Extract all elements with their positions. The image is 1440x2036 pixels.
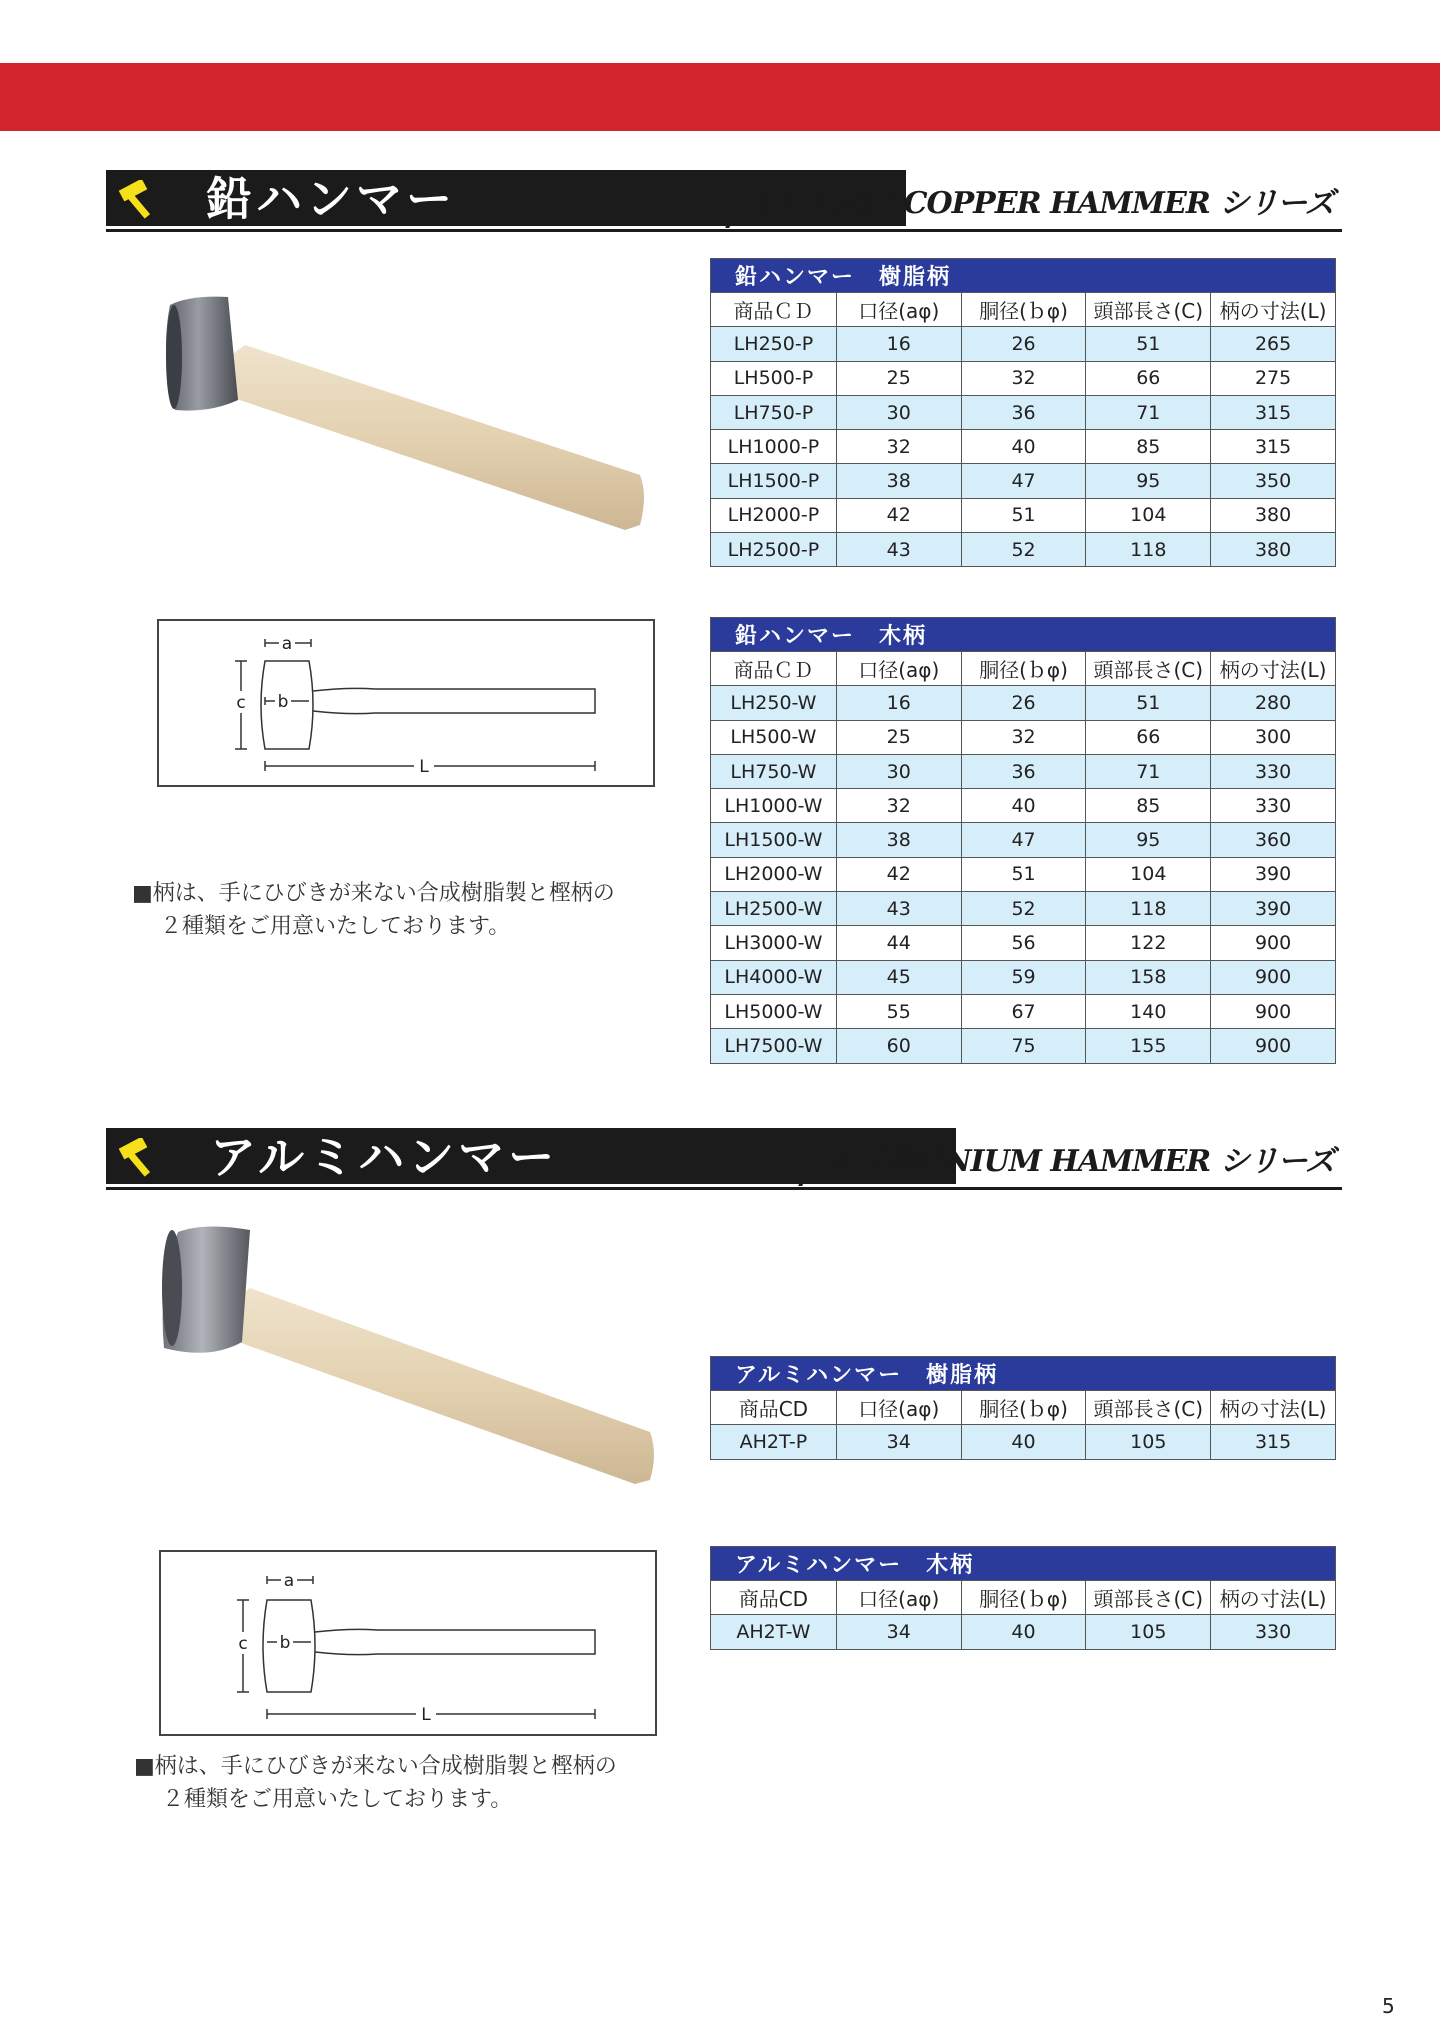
table-row <box>711 464 1336 498</box>
dimension-cell: 75 <box>961 1029 1086 1063</box>
table-row <box>711 361 1336 395</box>
dimension-cell: 52 <box>961 533 1086 567</box>
dimension-cell: 85 <box>1086 430 1211 464</box>
product-code-cell: LH7500-W <box>711 1029 837 1063</box>
dimension-cell: 105 <box>1086 1615 1211 1649</box>
dimension-cell: 26 <box>961 686 1086 720</box>
table-row <box>711 994 1336 1028</box>
dimension-cell: 104 <box>1086 498 1211 532</box>
column-header: 商品CD <box>711 1581 837 1615</box>
product-code-cell: LH4000-W <box>711 960 837 994</box>
dimension-cell: 275 <box>1211 361 1336 395</box>
dimension-cell: 32 <box>961 361 1086 395</box>
table-row <box>711 395 1336 429</box>
dimension-diagram <box>159 1550 657 1736</box>
dimension-cell: 40 <box>961 430 1086 464</box>
dimension-cell: 32 <box>836 430 961 464</box>
table-caption: アルミハンマー 樹脂柄 <box>711 1357 1336 1391</box>
product-code-cell: LH1000-P <box>711 430 837 464</box>
product-code-cell: LH250-W <box>711 686 837 720</box>
column-header: 商品CD <box>711 1391 837 1425</box>
column-header: 柄の寸法(L) <box>1211 1391 1336 1425</box>
dimension-cell: 16 <box>836 327 961 361</box>
dimension-label-c: c <box>238 1634 248 1654</box>
table-row <box>711 926 1336 960</box>
dimension-cell: 85 <box>1086 789 1211 823</box>
lead-hammer-photo <box>150 285 650 540</box>
dimension-cell: 56 <box>961 926 1086 960</box>
column-header: 口径(aφ) <box>836 1581 961 1615</box>
dimension-cell: 34 <box>836 1615 961 1649</box>
column-header: 頭部長さ(C) <box>1086 1391 1211 1425</box>
table-row <box>711 1615 1336 1649</box>
dimension-cell: 380 <box>1211 498 1336 532</box>
column-header: 胴径(ｂφ) <box>961 1391 1086 1425</box>
dimension-cell: 900 <box>1211 960 1336 994</box>
dimension-cell: 60 <box>836 1029 961 1063</box>
dimension-cell: 59 <box>961 960 1086 994</box>
dimension-cell: 155 <box>1086 1029 1211 1063</box>
dimension-cell: 30 <box>836 754 961 788</box>
table-row <box>711 789 1336 823</box>
aluminium-hammer-photo <box>150 1222 660 1492</box>
column-header: 胴径(ｂφ) <box>961 293 1086 327</box>
dimension-cell: 42 <box>836 498 961 532</box>
product-code-cell: LH500-W <box>711 720 837 754</box>
dimension-diagram <box>157 619 655 787</box>
dimension-cell: 51 <box>961 857 1086 891</box>
product-code-cell: LH2000-W <box>711 857 837 891</box>
section-underline <box>106 1187 1342 1190</box>
dimension-label-l: L <box>419 757 429 777</box>
dimension-cell: 66 <box>1086 720 1211 754</box>
dimension-cell: 55 <box>836 994 961 1028</box>
product-code-cell: LH2000-P <box>711 498 837 532</box>
dimension-cell: 122 <box>1086 926 1211 960</box>
product-code-cell: AH2T-P <box>711 1425 837 1459</box>
dimension-cell: 66 <box>1086 361 1211 395</box>
note-line: ■柄は、手にひびきが来ない合成樹脂製と樫柄の <box>134 1754 617 1779</box>
column-header: 口径(aφ) <box>836 1391 961 1425</box>
table-row <box>711 857 1336 891</box>
table-row <box>711 430 1336 464</box>
table-row <box>711 960 1336 994</box>
dimension-cell: 330 <box>1211 1615 1336 1649</box>
dimension-cell: 265 <box>1211 327 1336 361</box>
dimension-cell: 47 <box>961 464 1086 498</box>
product-code-cell: LH2500-W <box>711 892 837 926</box>
column-header: 口径(aφ) <box>836 293 961 327</box>
section-title: アルミハンマー <box>210 1130 559 1184</box>
dimension-cell: 390 <box>1211 857 1336 891</box>
column-header: 頭部長さ(C) <box>1086 1581 1211 1615</box>
section-header-aluminium <box>106 1128 1342 1190</box>
dimension-cell: 900 <box>1211 926 1336 960</box>
dimension-cell: 52 <box>961 892 1086 926</box>
table-header-row <box>711 652 1336 686</box>
dimension-cell: 47 <box>961 823 1086 857</box>
table-caption: 鉛ハンマー 木柄 <box>711 618 1336 652</box>
product-code-cell: LH2500-P <box>711 533 837 567</box>
top-red-band <box>0 63 1440 131</box>
dimension-cell: 51 <box>1086 327 1211 361</box>
table-row <box>711 1029 1336 1063</box>
dimension-cell: 158 <box>1086 960 1211 994</box>
section-title: 鉛ハンマー <box>206 172 456 226</box>
table-header-row <box>711 1581 1336 1615</box>
dimension-cell: 40 <box>961 1615 1086 1649</box>
lead-wood-table <box>710 617 1336 1064</box>
column-header: 柄の寸法(L) <box>1211 1581 1336 1615</box>
dimension-cell: 36 <box>961 395 1086 429</box>
dimension-cell: 51 <box>961 498 1086 532</box>
dimension-label-a: a <box>281 634 293 654</box>
handle-note <box>132 877 615 943</box>
column-header: 商品ＣＤ <box>711 293 837 327</box>
table-row <box>711 823 1336 857</box>
dimension-cell: 330 <box>1211 754 1336 788</box>
note-line: ２種類をご用意いたしております。 <box>160 914 511 939</box>
dimension-cell: 280 <box>1211 686 1336 720</box>
dimension-cell: 390 <box>1211 892 1336 926</box>
dimension-label-b: b <box>277 692 289 712</box>
dimension-cell: 43 <box>836 892 961 926</box>
section-underline <box>106 229 1342 232</box>
dimension-cell: 315 <box>1211 395 1336 429</box>
page-number: 5 <box>1382 1994 1395 2018</box>
product-code-cell: LH250-P <box>711 327 837 361</box>
dimension-cell: 43 <box>836 533 961 567</box>
product-code-cell: LH1500-P <box>711 464 837 498</box>
aluminium-resin-table <box>710 1356 1336 1460</box>
dimension-cell: 104 <box>1086 857 1211 891</box>
product-code-cell: LH750-W <box>711 754 837 788</box>
product-code-cell: LH750-P <box>711 395 837 429</box>
table-caption: 鉛ハンマー 樹脂柄 <box>711 259 1336 293</box>
dimension-cell: 25 <box>836 720 961 754</box>
dimension-label-c: c <box>236 693 246 713</box>
dimension-label-l: L <box>421 1705 431 1725</box>
table-header-row <box>711 293 1336 327</box>
dimension-cell: 380 <box>1211 533 1336 567</box>
note-line: ■柄は、手にひびきが来ない合成樹脂製と樫柄の <box>132 881 615 906</box>
note-line: ２種類をご用意いたしております。 <box>162 1787 513 1812</box>
column-header: 口径(aφ) <box>836 652 961 686</box>
column-header: 胴径(ｂφ) <box>961 1581 1086 1615</box>
table-row <box>711 498 1336 532</box>
table-row <box>711 720 1336 754</box>
hammer-icon <box>118 180 162 220</box>
dimension-cell: 330 <box>1211 789 1336 823</box>
column-header: 柄の寸法(L) <box>1211 652 1336 686</box>
dimension-cell: 45 <box>836 960 961 994</box>
dimension-cell: 36 <box>961 754 1086 788</box>
table-row <box>711 686 1336 720</box>
dimension-cell: 34 <box>836 1425 961 1459</box>
series-label: SLEDGE COPPER HAMMER シリーズ <box>726 180 1343 228</box>
table-row <box>711 892 1336 926</box>
dimension-cell: 26 <box>961 327 1086 361</box>
dimension-cell: 118 <box>1086 533 1211 567</box>
dimension-cell: 900 <box>1211 1029 1336 1063</box>
dimension-cell: 71 <box>1086 395 1211 429</box>
dimension-cell: 40 <box>961 789 1086 823</box>
dimension-cell: 16 <box>836 686 961 720</box>
dimension-cell: 300 <box>1211 720 1336 754</box>
dimension-cell: 71 <box>1086 754 1211 788</box>
table-row <box>711 1425 1336 1459</box>
series-label: ALUMINIUM HAMMER シリーズ <box>798 1138 1343 1186</box>
column-header: 商品ＣＤ <box>711 652 837 686</box>
handle-note <box>134 1750 617 1816</box>
lead-resin-table <box>710 258 1336 567</box>
dimension-cell: 40 <box>961 1425 1086 1459</box>
dimension-cell: 32 <box>836 789 961 823</box>
dimension-cell: 32 <box>961 720 1086 754</box>
dimension-cell: 350 <box>1211 464 1336 498</box>
product-code-cell: LH1000-W <box>711 789 837 823</box>
table-header-row <box>711 1391 1336 1425</box>
dimension-cell: 42 <box>836 857 961 891</box>
product-code-cell: LH5000-W <box>711 994 837 1028</box>
dimension-cell: 44 <box>836 926 961 960</box>
dimension-cell: 38 <box>836 464 961 498</box>
dimension-cell: 900 <box>1211 994 1336 1028</box>
dimension-cell: 360 <box>1211 823 1336 857</box>
dimension-cell: 118 <box>1086 892 1211 926</box>
dimension-cell: 38 <box>836 823 961 857</box>
column-header: 胴径(ｂφ) <box>961 652 1086 686</box>
dimension-cell: 51 <box>1086 686 1211 720</box>
hammer-icon <box>118 1138 162 1178</box>
dimension-cell: 315 <box>1211 1425 1336 1459</box>
dimension-cell: 140 <box>1086 994 1211 1028</box>
section-header-lead <box>106 170 1342 232</box>
dimension-cell: 95 <box>1086 464 1211 498</box>
product-code-cell: AH2T-W <box>711 1615 837 1649</box>
dimension-cell: 105 <box>1086 1425 1211 1459</box>
table-row <box>711 327 1336 361</box>
product-code-cell: LH1500-W <box>711 823 837 857</box>
table-row <box>711 533 1336 567</box>
dimension-cell: 315 <box>1211 430 1336 464</box>
table-row <box>711 754 1336 788</box>
column-header: 柄の寸法(L) <box>1211 293 1336 327</box>
dimension-cell: 67 <box>961 994 1086 1028</box>
aluminium-wood-table <box>710 1546 1336 1650</box>
column-header: 頭部長さ(C) <box>1086 652 1211 686</box>
product-code-cell: LH3000-W <box>711 926 837 960</box>
product-code-cell: LH500-P <box>711 361 837 395</box>
dimension-label-a: a <box>283 1571 295 1591</box>
table-caption: アルミハンマー 木柄 <box>711 1547 1336 1581</box>
dimension-cell: 95 <box>1086 823 1211 857</box>
column-header: 頭部長さ(C) <box>1086 293 1211 327</box>
dimension-label-b: b <box>279 1633 291 1653</box>
dimension-cell: 25 <box>836 361 961 395</box>
dimension-cell: 30 <box>836 395 961 429</box>
